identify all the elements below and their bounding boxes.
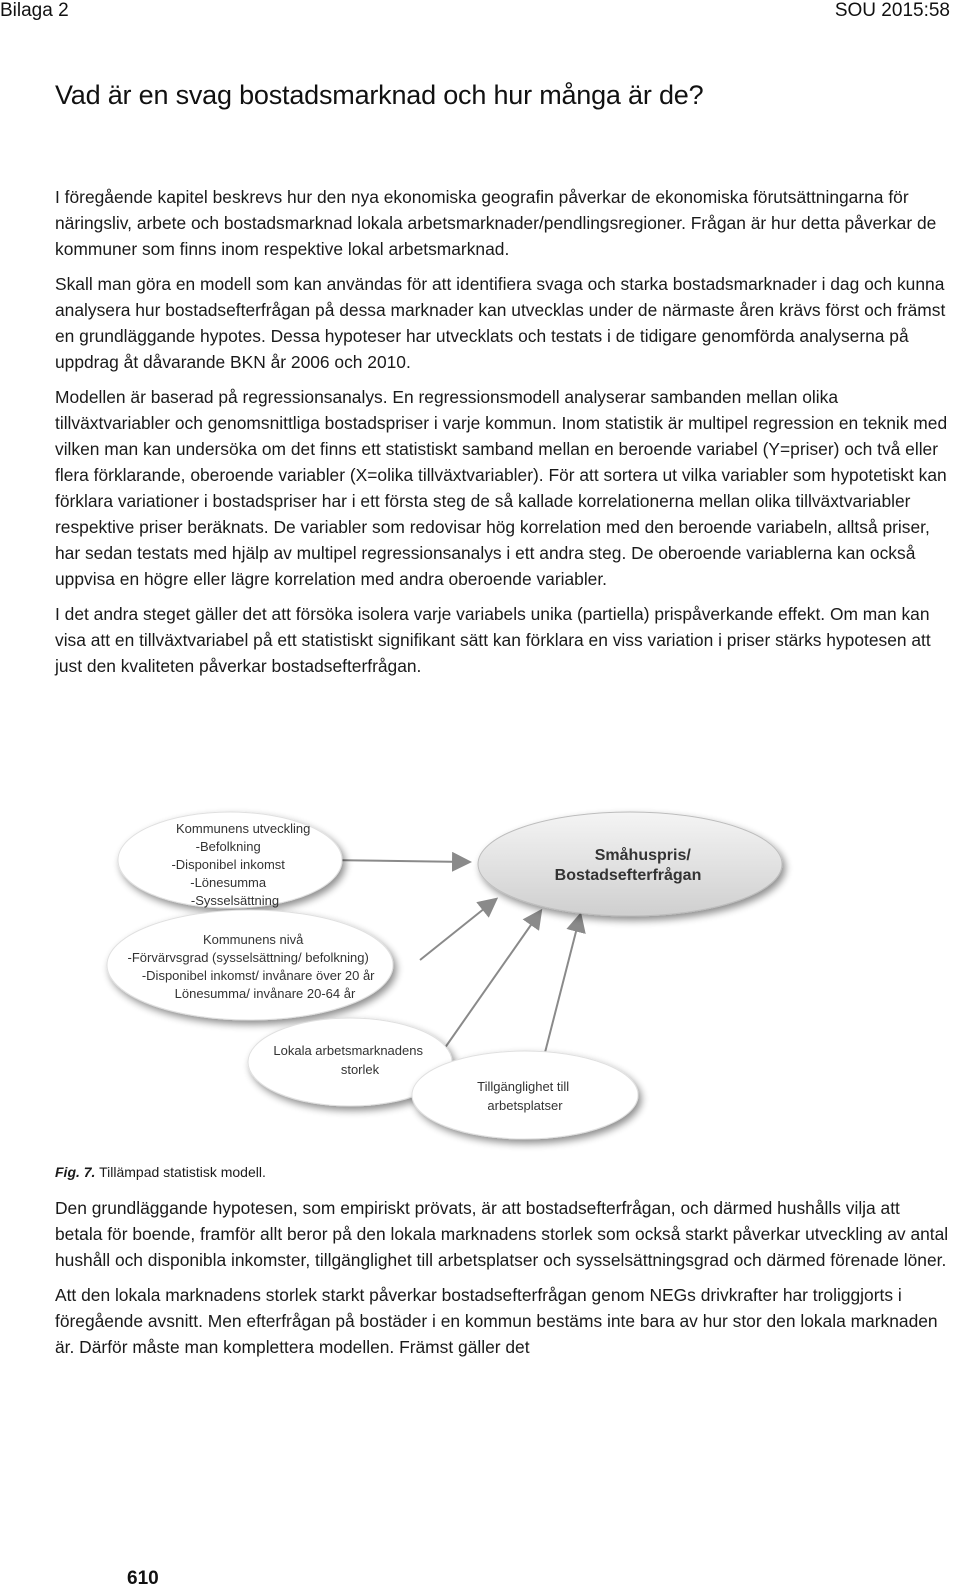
- diagram-text: -Förvärvsgrad (sysselsättning/ befolkning): [127, 950, 369, 965]
- body-text-top: [55, 184, 950, 688]
- diagram-text: -Disponibel inkomst/ invånare över 20 år: [141, 968, 375, 983]
- ellipse-tillganglighet: [412, 1051, 638, 1139]
- figure-caption: [55, 1164, 266, 1180]
- paragraph: I det andra steget gäller det att försöka isolera varje variabels unika (partiella) prispåverkande effekt. Om man kan visa att en tillväxtvariabel på ett statistiskt signifikant sätt kan förklara en viss variation i priser stärks hypotesen att just den kvaliteten påverkar bostadsefterfrågan.: [55, 604, 931, 676]
- diagram-text: Kommunens nivå: [202, 932, 304, 947]
- page-number: 610: [127, 1568, 159, 1589]
- diagram-text: -Befolkning: [195, 839, 261, 854]
- header-right: SOU 2015:58: [834, 0, 950, 21]
- diagram-text: Lönesumma/ invånare 20-64 år: [174, 986, 356, 1001]
- ellipse-kommunens-utveckling: [118, 812, 342, 908]
- arrow: [540, 916, 580, 1072]
- paragraph: Att den lokala marknadens storlek starkt påverkar bostadsefterfrågan genom NEGs drivkrafter har troliggjorts i föregående avsnitt. Men efterfrågan på bostäder i en kommun bestäms inte bara av hur stor den lokala marknaden är. Därför måste man komplettera modellen. Främst gäller det: [55, 1285, 938, 1357]
- diagram-text: Lokala arbetsmarknadens: [273, 1043, 423, 1058]
- paragraph: Den grundläggande hypotesen, som empiriskt prövats, är att bostadsefterfrågan, och därmed hushålls vilja att betala för boende, framför allt beror på den lokala marknadens storlek som också starkt påverkar utveckling av antal hushåll och disponibla inkomster, tillgänglighet till arbetsplatser och sysselsättningsgrad och därmed förenade löner.: [55, 1198, 949, 1270]
- diagram-text: Tillgänglighet till: [477, 1079, 570, 1094]
- caption-label: Fig. 7.: [55, 1164, 96, 1180]
- ellipse-smahuspris: [478, 812, 782, 916]
- diagram-text: Småhuspris/: [594, 847, 691, 864]
- diagram-text: Kommunens utveckling: [175, 821, 311, 836]
- caption-text: Tillämpad statistisk modell.: [95, 1164, 266, 1180]
- diagram-text: -Sysselsättning: [190, 893, 280, 908]
- model-diagram: [100, 800, 880, 1152]
- diagram-text: -Lönesumma: [190, 875, 267, 890]
- paragraph: Skall man göra en modell som kan användas för att identifiera svaga och starka bostadsmarknader i dag och kunna analysera hur bostadsefterfrågan på dessa marknader kan utvecklas under de närmaste åren krävs först och främst en grundläggande hypotes. Dessa hypoteser har utvecklats och testats i de tidigare genomförda analyserna på uppdrag åt dåvarande BKN år 2006 och 2010.: [55, 274, 946, 372]
- diagram-text: Bostadsefterfrågan: [554, 867, 702, 884]
- header-left: Bilaga 2: [0, 0, 69, 21]
- diagram-text: arbetsplatser: [487, 1098, 563, 1113]
- paragraph: I föregående kapitel beskrevs hur den nya ekonomiska geografin påverkar de ekonomiska förutsättningarna för näringsliv, arbete och bostadsmarknad lokala arbetsmarknader/pendlingsregioner. Frågan är hur detta påverkar de kommuner som finns inom respektive lokal arbetsmarknad.: [55, 187, 937, 259]
- diagram-text: storlek: [340, 1062, 380, 1077]
- ellipse-kommunens-niva: [107, 910, 393, 1020]
- page-title: Vad är en svag bostadsmarknad och hur många är de?: [55, 80, 704, 110]
- paragraph: Modellen är baserad på regressionsanalys. En regressionsmodell analyserar sambanden mellan olika tillväxtvariabler och genomsnittliga bostadspriser i varje kommun. Inom statistik är multipel regression en teknik med vilken man kan undersöka om det finns ett statistiskt samband mellan en beroende variabel (Y=priser) och två eller flera förklarande, oberoende variabler (X=olika tillväxtvariabler). För att sortera ut vilka variabler som hypotetiskt kan förklara variationer i bostadspriser har i ett första steg de så kallade korrelationerna mellan olika tillväxtvariabler respektive priser beräknats. De variabler som redovisar hög korrelation med den beroende variabeln, alltså priser, har sedan testats med hjälp av multipel regressionsanalys i ett andra steg. De oberoende variablerna kan också uppvisa en högre eller lägre korrelation med andra oberoende variabler.: [55, 387, 948, 589]
- arrow: [420, 900, 495, 960]
- diagram-text: -Disponibel inkomst: [171, 857, 285, 872]
- body-text-bottom: [55, 1195, 950, 1369]
- arrow: [325, 860, 468, 862]
